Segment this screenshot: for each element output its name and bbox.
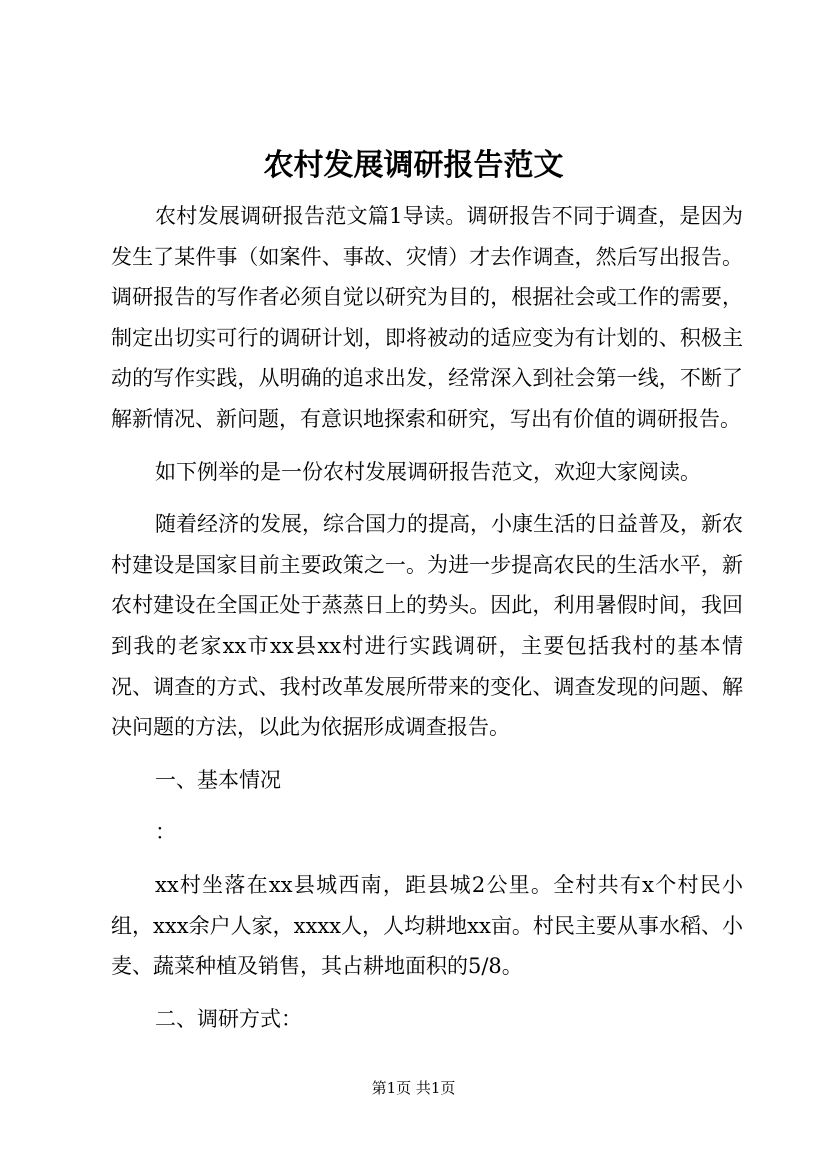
paragraph-gap: [111, 492, 743, 504]
document-title: 农村发展调研报告范文: [263, 148, 564, 183]
document-body: [111, 196, 743, 1039]
paragraph-gap: [111, 853, 743, 865]
paragraph-background: 随着经济的发展，综合国力的提高，小康生活的日益普及，新农村建设是国家目前主要政策之一。为进一步提高农民的生活水平，新农村建设在全国正处于蒸蒸日上的势头。因此，利用暑假时间，我回到我的老家xx市xx县xx村进行实践调研，主要包括我村的基本情况、调查的方式、我村改革发展所带来的变化、调查发现的问题、解决问题的方法，以此为依据形成调查报告。: [111, 512, 743, 740]
paragraph-lead-in: 如下例举的是一份农村发展调研报告范文，欢迎大家阅读。: [155, 459, 701, 484]
paragraph-colon: ：: [155, 820, 176, 845]
paragraph-gap: [111, 748, 743, 760]
paragraph-gap: [111, 440, 743, 452]
paragraph-gap: [111, 987, 743, 999]
section-heading-basic-situation: 一、基本情况: [155, 767, 281, 792]
section-heading-research-method: 二、调研方式：: [155, 1006, 302, 1031]
page-number-footer: 第1页 共1页: [371, 1079, 456, 1097]
paragraph-intro: 农村发展调研报告范文篇1导读。调研报告不同于调查，是因为发生了某件事（如案件、事故、灾情）才去作调查，然后写出报告。调研报告的写作者必须自觉以研究为目的，根据社会或工作的需要，制定出切实可行的调研计划，即将被动的适应变为有计划的、积极主动的写作实践，从明确的追求出发，经常深入到社会第一线，不断了解新情况、新问题，有意识地探索和研究，写出有价值的调研报告。: [111, 204, 743, 431]
paragraph-village-info: xx村坐落在xx县城西南，距县城2公里。全村共有x个村民小组，xxx余户人家，xxxx人，人均耕地xx亩。村民主要从事水稻、小麦、蔬菜种植及销售，其占耕地面积的5/8。: [111, 872, 743, 979]
paragraph-gap: [111, 800, 743, 812]
